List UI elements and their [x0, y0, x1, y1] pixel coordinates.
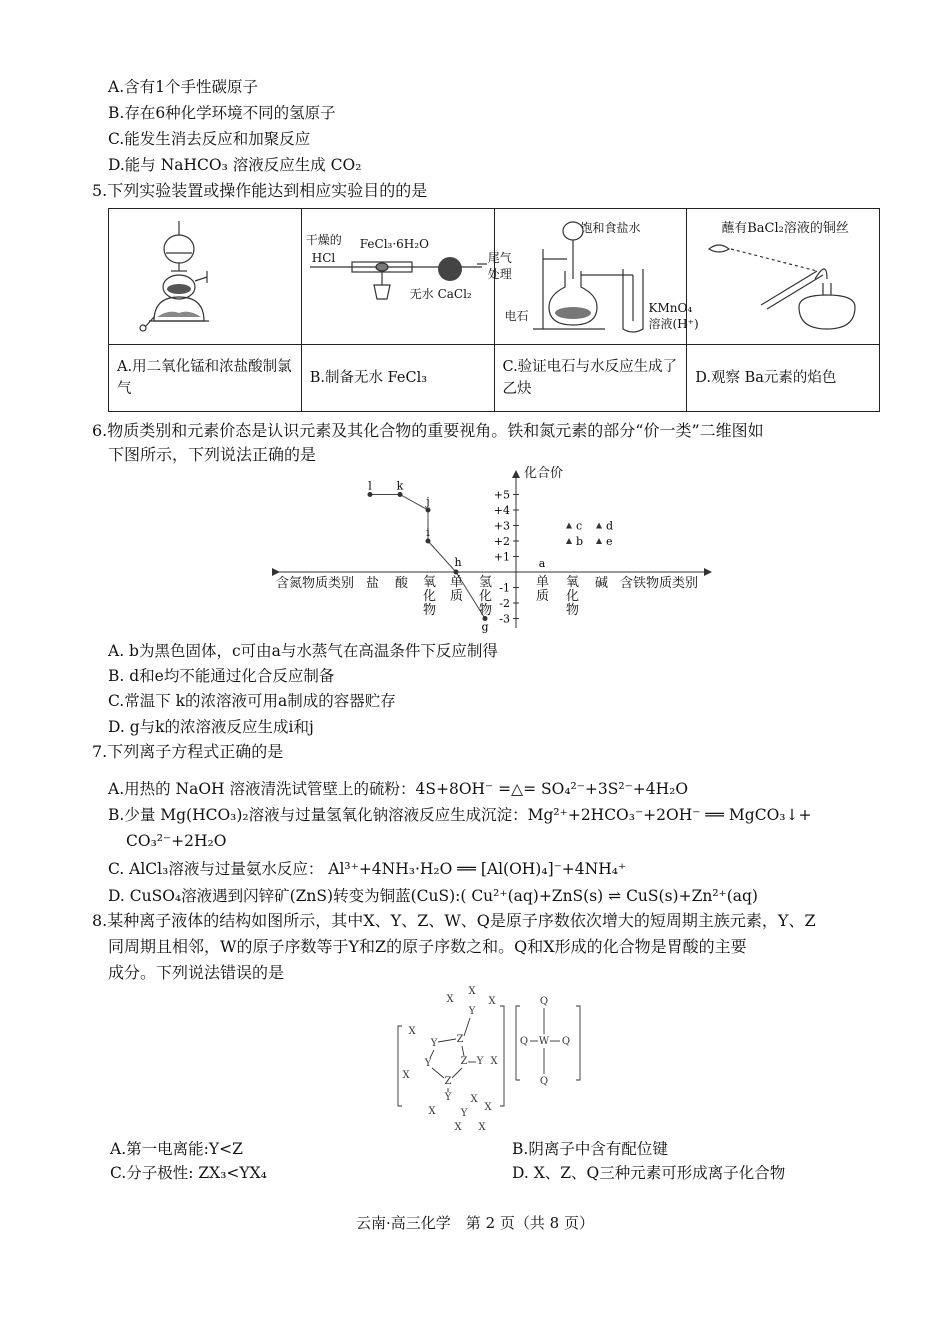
chlorine-generator-figure — [109, 209, 257, 340]
acetylene-test-figure — [495, 209, 709, 340]
valence-chart-svg — [270, 466, 720, 636]
ionic-liquid-structure-svg — [392, 984, 592, 1132]
apparatus-d — [687, 209, 880, 345]
point-label-i: i — [426, 526, 430, 539]
n-cat-element: 单质 — [450, 575, 464, 604]
svg-text:X: X — [484, 1102, 492, 1113]
point-c — [566, 523, 572, 529]
fe-cat-oxide: 氧化物 — [566, 575, 580, 618]
valence-class-chart — [270, 466, 720, 636]
svg-text:Q: Q — [539, 1076, 549, 1087]
q7-stem: 7.下列离子方程式正确的是 — [92, 742, 284, 761]
flame-test-figure — [687, 209, 875, 340]
point-label-c: c — [576, 519, 583, 533]
point-label-b: b — [576, 535, 584, 548]
svg-text:X: X — [488, 996, 496, 1007]
q5-apparatus-table — [108, 208, 880, 412]
label-fecl3-hydrate: FeCl₃·6H₂O — [359, 237, 429, 251]
q8-option-d: D. X、Z、Q三种元素可形成离子化合物 — [512, 1164, 786, 1182]
q8-stem-line2: 同周期且相邻，W的原子序数等于Y和Z的原子序数之和。Q和X形成的化合物是胃酸的主要 — [108, 937, 747, 956]
n-cat-acid: 酸 — [395, 576, 409, 591]
n-cat-hydride: 氢化物 — [479, 575, 493, 618]
svg-text:X: X — [470, 1094, 478, 1105]
label-hcl: HCl — [311, 251, 336, 265]
fe-cat-element: 单质 — [536, 575, 550, 604]
y-tick-label: +4 — [493, 504, 510, 517]
q6-option-d: D. g与k的浓溶液反应生成i和j — [108, 718, 314, 736]
point-label-k: k — [396, 479, 404, 493]
apparatus-a — [109, 209, 302, 345]
q8-option-c: C.分子极性: ZX₃<YX₄ — [110, 1164, 267, 1182]
q8-stem-line3: 成分。下列说法错误的是 — [108, 963, 285, 982]
point-b — [566, 538, 572, 544]
y-ticks — [494, 489, 519, 626]
point-label-d: d — [606, 519, 614, 533]
y-tick-label: +3 — [493, 519, 510, 533]
q4-option-a: A.含有1个手性碳原子 — [108, 78, 258, 96]
y-tick-label: +2 — [493, 535, 510, 548]
svg-text:Z: Z — [456, 1034, 464, 1045]
label-bacl2-wire: 蘸有BaCl₂溶液的铜丝 — [721, 221, 849, 236]
point-d — [596, 523, 602, 529]
svg-text:X: X — [468, 986, 476, 997]
svg-text:X: X — [490, 1056, 498, 1067]
q6-option-b: B. d和e均不能通过化合反应制备 — [108, 667, 335, 685]
q6-option-c: C.常温下 k的浓溶液可用a制成的容器贮存 — [108, 692, 396, 710]
n-axis-label: 含氮物质类别 — [276, 576, 355, 591]
caption-b: B.制备无水 FeCl₃ — [301, 345, 494, 412]
svg-text:Q: Q — [561, 1036, 571, 1047]
svg-text:X: X — [478, 1122, 486, 1132]
label-tail-treatment: 处理 — [487, 267, 512, 281]
q6-stem-line2: 下图所示，下列说法正确的是 — [108, 445, 317, 464]
ionic-liquid-structure — [392, 984, 592, 1132]
point-l — [368, 492, 373, 497]
q4-option-c: C.能发生消去反应和加聚反应 — [108, 130, 311, 148]
point-label-j: j — [426, 495, 430, 508]
y-tick-label: -1 — [499, 581, 510, 595]
y-tick-label: +1 — [493, 550, 510, 564]
caption-a: A.用二氧化锰和浓盐酸制氯气 — [109, 345, 302, 412]
page-footer: 云南·高三化学 第 2 页（共 8 页） — [356, 1214, 594, 1232]
q4-option-d: D.能与 NaHCO₃ 溶液反应生成 CO₂ — [108, 156, 362, 174]
point-j — [426, 508, 431, 513]
q4-option-b: B.存在6种化学环境不同的氢原子 — [108, 104, 336, 122]
q7-option-b-cont: CO₃²⁻+2H₂O — [126, 832, 227, 850]
q7-option-c: C. AlCl₃溶液与过量氨水反应： Al³⁺+4NH₃·H₂O ══ [Al(OH)₄]⁻+4NH₄⁺ — [108, 860, 627, 878]
svg-text:Y: Y — [468, 1006, 476, 1017]
q8-stem-line1: 8.某种离子液体的结构如图所示，其中X、Y、Z、W、Q是原子序数依次增大的短周期主族元素，Y、Z — [92, 911, 816, 930]
svg-text:Q: Q — [539, 996, 549, 1007]
y-tick-label: -2 — [499, 597, 510, 610]
svg-text:X: X — [402, 1070, 410, 1081]
svg-text:Y: Y — [444, 1092, 452, 1103]
n-cat-salt: 盐 — [366, 576, 380, 591]
svg-text:Y: Y — [460, 1108, 468, 1119]
caption-c: C.验证电石与水反应生成了乙炔 — [494, 345, 687, 412]
svg-text:Q: Q — [519, 1036, 529, 1047]
q7-option-d: D. CuSO₄溶液遇到闪锌矿(ZnS)转变为铜蓝(CuS):( Cu²⁺(aq)+ZnS(s) ⇌ CuS(s)+Zn²⁺(aq) — [108, 887, 758, 905]
n-cat-oxide: 氧化物 — [423, 575, 437, 618]
point-label-l: l — [368, 479, 372, 493]
svg-text:X: X — [454, 1122, 462, 1132]
q7-option-a: A.用热的 NaOH 溶液清洗试管壁上的硫粉：4S+8OH⁻ =△= SO₄²⁻+3S²⁻+4H₂O — [108, 780, 689, 798]
svg-text:X: X — [446, 994, 454, 1005]
apparatus-b — [301, 209, 512, 345]
q6-option-a: A. b为黑色固体，c可由a与水蒸气在高温条件下反应制得 — [108, 642, 498, 660]
y-tick-label: +5 — [493, 488, 510, 502]
q6-stem-line1: 6.物质类别和元素价态是认识元素及其化合物的重要视角。铁和氮元素的部分“价一类”二维图如 — [92, 421, 764, 440]
label-cacl2: 无水 CaCl₂ — [409, 287, 472, 301]
label-brine: 饱和食盐水 — [580, 221, 641, 235]
point-label-e: e — [606, 535, 613, 548]
point-h — [454, 570, 459, 575]
svg-text:W: W — [538, 1036, 550, 1047]
q5-stem: 5.下列实验装置或操作能达到相应实验目的的是 — [92, 181, 428, 200]
svg-text:X: X — [408, 1026, 416, 1037]
point-label-h: h — [454, 556, 462, 569]
svg-text:Y: Y — [424, 1058, 432, 1069]
point-label-a: a — [538, 557, 546, 570]
svg-text:Y: Y — [476, 1056, 484, 1067]
label-tail-gas: 尾气 — [487, 251, 512, 265]
q7-option-b: B.少量 Mg(HCO₃)₂溶液与过量氢氧化钠溶液反应生成沉淀：Mg²⁺+2HCO₃⁻+2OH⁻ ══ MgCO₃↓+ — [108, 806, 812, 824]
fe-axis-label: 含铁物质类别 — [620, 576, 699, 591]
q8-option-a: A.第一电离能:Y<Z — [110, 1140, 243, 1158]
svg-text:Z: Z — [444, 1076, 452, 1087]
label-kmno4-solution: 溶液(H⁺) — [648, 317, 699, 331]
caption-d: D.观察 Ba元素的焰色 — [687, 345, 880, 412]
point-label-g: g — [481, 620, 489, 634]
y-tick-label: -3 — [499, 612, 510, 626]
y-axis-title: 化合价 — [524, 466, 564, 481]
label-dry: 干燥的 — [305, 233, 342, 247]
svg-text:Z: Z — [460, 1056, 468, 1067]
fe-cat-base: 碱 — [595, 576, 609, 591]
svg-text:Y: Y — [430, 1038, 438, 1049]
label-kmno4: KMnO₄ — [648, 301, 693, 315]
point-i — [426, 539, 431, 544]
point-e — [596, 538, 602, 544]
q8-option-b: B.阴离子中含有配位键 — [512, 1140, 668, 1158]
apparatus-c — [494, 209, 699, 345]
label-carbide: 电石 — [504, 309, 529, 323]
point-k — [398, 492, 403, 497]
svg-text:X: X — [428, 1106, 436, 1117]
fecl3-prep-figure — [302, 209, 512, 340]
